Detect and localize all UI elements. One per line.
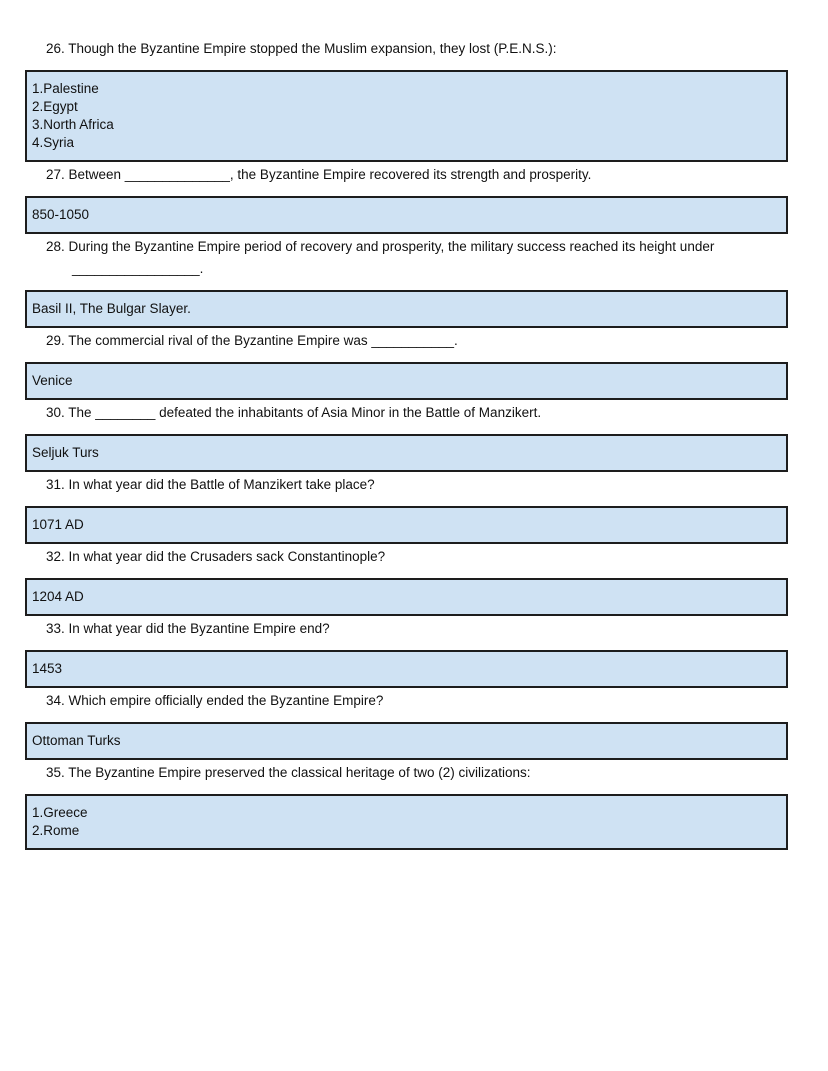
answer-box <box>25 434 788 472</box>
question-blank-line: _________________. <box>72 261 204 276</box>
qa-item <box>25 331 788 400</box>
answer-box <box>25 650 788 688</box>
question-text: 34. Which empire officially ended the Byzantine Empire? <box>46 693 384 708</box>
question-block <box>25 763 788 782</box>
question-text: 29. The commercial rival of the Byzantine Empire was ___________. <box>46 333 458 348</box>
question-text: 26. Though the Byzantine Empire stopped the Muslim expansion, they lost (P.E.N.S.): <box>46 41 557 56</box>
question-block <box>25 619 788 638</box>
qa-item <box>25 237 788 328</box>
question-block <box>25 547 788 566</box>
qa-item <box>25 39 788 162</box>
answer-box <box>25 196 788 234</box>
qa-item <box>25 165 788 234</box>
question-block <box>25 165 788 184</box>
question-text: 28. During the Byzantine Empire period of recovery and prosperity, the military success reached its height under <box>46 239 715 254</box>
question-text: 32. In what year did the Crusaders sack Constantinople? <box>46 549 386 564</box>
question-block <box>25 475 788 494</box>
answer-text: Venice <box>32 373 73 388</box>
question-text: 33. In what year did the Byzantine Empire end? <box>46 621 330 636</box>
answer-text: 2.Rome <box>32 823 80 838</box>
question-block <box>25 331 788 350</box>
answer-box <box>25 578 788 616</box>
answer-box <box>25 362 788 400</box>
qa-item <box>25 403 788 472</box>
answer-text: 850-1050 <box>32 207 90 222</box>
question-block <box>25 237 788 278</box>
question-block <box>25 403 788 422</box>
question-answer-list <box>25 39 788 850</box>
answer-text: 1071 AD <box>32 517 84 532</box>
qa-item <box>25 619 788 688</box>
answer-box <box>25 794 788 850</box>
question-block <box>25 39 788 58</box>
answer-text: 1.Palestine <box>32 81 99 96</box>
answer-text: 4.Syria <box>32 135 75 150</box>
question-block <box>25 691 788 710</box>
answer-text: 1204 AD <box>32 589 84 604</box>
question-text: 31. In what year did the Battle of Manzikert take place? <box>46 477 375 492</box>
answer-text: Ottoman Turks <box>32 733 121 748</box>
question-text: 27. Between ______________, the Byzantine Empire recovered its strength and prosperity. <box>46 167 592 182</box>
answer-box <box>25 290 788 328</box>
answer-box <box>25 70 788 162</box>
question-text: 30. The ________ defeated the inhabitants of Asia Minor in the Battle of Manzikert. <box>46 405 542 420</box>
qa-item <box>25 547 788 616</box>
answer-text: Basil II, The Bulgar Slayer. <box>32 301 191 316</box>
answer-text: 2.Egypt <box>32 99 78 114</box>
answer-text: 1453 <box>32 661 63 676</box>
answer-box <box>25 722 788 760</box>
qa-item <box>25 763 788 850</box>
qa-item <box>25 475 788 544</box>
answer-text: Seljuk Turs <box>32 445 99 460</box>
qa-item <box>25 691 788 760</box>
answer-text: 3.North Africa <box>32 117 114 132</box>
answer-text: 1.Greece <box>32 805 88 820</box>
answer-box <box>25 506 788 544</box>
question-text: 35. The Byzantine Empire preserved the classical heritage of two (2) civilizations: <box>46 765 531 780</box>
